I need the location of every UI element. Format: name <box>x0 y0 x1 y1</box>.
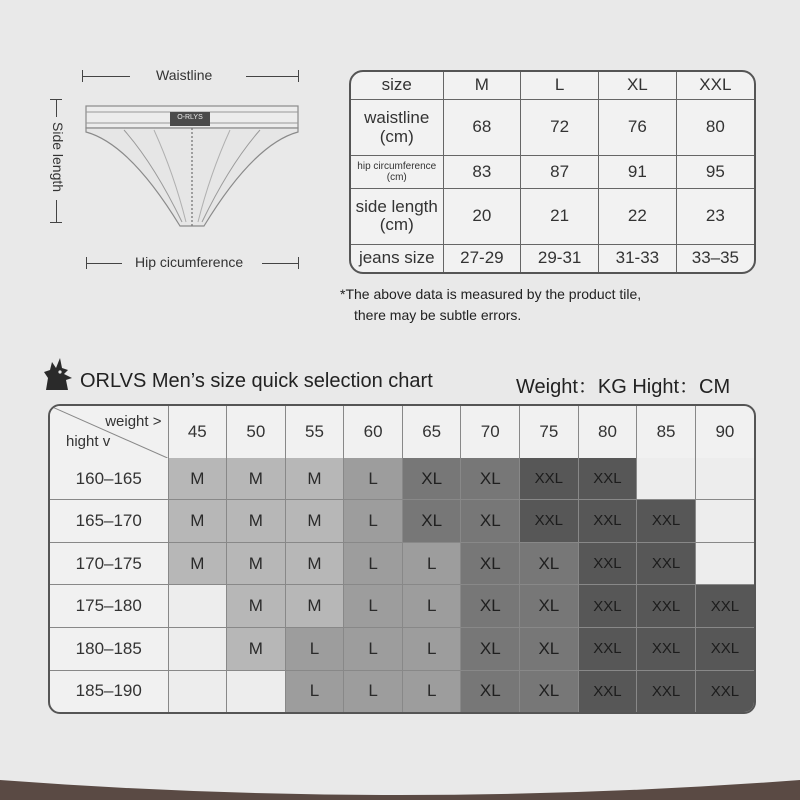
size-table-cell: M <box>443 72 521 100</box>
size-table-cell: 68 <box>443 100 521 156</box>
size-recommendation-cell: M <box>285 542 344 585</box>
size-recommendation-cell: XXL <box>637 542 696 585</box>
size-table-cell: 22 <box>599 189 677 245</box>
side-length-tick-bottom <box>50 222 62 223</box>
size-recommendation-cell <box>227 670 286 712</box>
weight-header-cell: 65 <box>402 406 461 458</box>
size-recommendation-cell: XL <box>520 670 579 712</box>
chart-units: Weight：KG Hight：CM <box>516 376 731 398</box>
hip-tick-right <box>298 257 299 269</box>
size-recommendation-cell: XXL <box>578 458 637 500</box>
brief-illustration <box>84 104 300 234</box>
size-recommendation-cell: L <box>344 458 403 500</box>
size-recommendation-cell: XXL <box>520 458 579 500</box>
hip-label: Hip cicumference <box>135 254 244 270</box>
size-table-cell: 27-29 <box>443 244 521 272</box>
size-table-row <box>351 244 754 272</box>
size-recommendation-cell: M <box>168 542 227 585</box>
height-header-cell: 175–180 <box>50 585 168 628</box>
size-recommendation-cell: XL <box>402 500 461 543</box>
size-recommendation-cell: L <box>402 628 461 671</box>
size-table-row <box>351 189 754 245</box>
size-table-row-header: jeans size <box>351 244 443 272</box>
size-recommendation-cell: XL <box>520 585 579 628</box>
size-table-cell: 83 <box>443 155 521 188</box>
size-table-cell: 20 <box>443 189 521 245</box>
size-recommendation-cell: XXL <box>637 628 696 671</box>
size-recommendation-cell: M <box>168 458 227 500</box>
size-recommendation-cell: XXL <box>637 500 696 543</box>
size-table-cell: 80 <box>676 100 754 156</box>
height-row <box>50 458 754 500</box>
size-recommendation-cell <box>168 670 227 712</box>
height-row <box>50 500 754 543</box>
hip-line-right <box>262 263 298 264</box>
hip-line-left <box>86 263 122 264</box>
size-table-cell: 91 <box>599 155 677 188</box>
size-recommendation-cell <box>168 628 227 671</box>
brand-tag-label: O-RLYS <box>177 114 203 121</box>
size-table-cell: 29-31 <box>521 244 599 272</box>
weight-header-cell: 60 <box>344 406 403 458</box>
size-recommendation-cell: M <box>285 458 344 500</box>
weight-axis-label: weight > <box>105 413 162 430</box>
size-measurement-table <box>349 70 756 274</box>
chart-title: ORLVS Men’s size quick selection chart <box>80 370 433 392</box>
weight-header-cell: 55 <box>285 406 344 458</box>
size-table-cell: L <box>521 72 599 100</box>
size-recommendation-cell: M <box>227 628 286 671</box>
size-recommendation-cell: XXL <box>578 628 637 671</box>
size-recommendation-cell: L <box>344 628 403 671</box>
size-table-row-header: size <box>351 72 443 100</box>
wolf-logo-icon <box>42 356 76 392</box>
size-recommendation-cell: M <box>285 585 344 628</box>
size-recommendation-cell: M <box>227 542 286 585</box>
size-table-cell: 21 <box>521 189 599 245</box>
size-recommendation-cell: XL <box>461 670 520 712</box>
weight-header-cell: 50 <box>227 406 286 458</box>
chart-corner-cell <box>50 406 168 458</box>
size-recommendation-cell: XXL <box>637 670 696 712</box>
side-length-label: Side length <box>50 122 66 193</box>
size-recommendation-cell: M <box>168 500 227 543</box>
size-table-row-header: hip circumference (cm) <box>351 155 443 188</box>
size-recommendation-cell <box>695 458 754 500</box>
size-recommendation-cell: XXL <box>578 585 637 628</box>
size-recommendation-cell <box>637 458 696 500</box>
size-recommendation-cell <box>695 500 754 543</box>
size-quick-chart <box>48 404 756 714</box>
size-recommendation-cell: L <box>402 670 461 712</box>
measurement-note-line1: *The above data is measured by the product tile, <box>340 286 642 302</box>
height-header-cell: 180–185 <box>50 628 168 671</box>
size-recommendation-cell: M <box>227 585 286 628</box>
side-length-line-bottom <box>56 200 57 222</box>
size-recommendation-cell: XXL <box>695 670 754 712</box>
size-recommendation-cell: XL <box>461 585 520 628</box>
weight-header-cell: 90 <box>695 406 754 458</box>
bottom-decoration <box>0 740 800 800</box>
size-recommendation-cell: L <box>285 670 344 712</box>
size-table-cell: 31-33 <box>599 244 677 272</box>
size-recommendation-cell: XXL <box>695 585 754 628</box>
size-table-cell: XXL <box>676 72 754 100</box>
size-table-row <box>351 155 754 188</box>
height-axis-label: hight v <box>66 433 111 450</box>
size-table-cell: 23 <box>676 189 754 245</box>
size-recommendation-cell: L <box>285 628 344 671</box>
height-header-cell: 170–175 <box>50 542 168 585</box>
height-header-cell: 185–190 <box>50 670 168 712</box>
size-table-row-header: side length (cm) <box>351 189 443 245</box>
size-table-cell: 33–35 <box>676 244 754 272</box>
weight-header-cell: 45 <box>168 406 227 458</box>
weight-header-cell: 85 <box>637 406 696 458</box>
size-recommendation-cell: XXL <box>637 585 696 628</box>
size-recommendation-cell: L <box>344 500 403 543</box>
size-recommendation-cell: L <box>344 670 403 712</box>
height-row <box>50 585 754 628</box>
size-table-cell: 72 <box>521 100 599 156</box>
height-row <box>50 542 754 585</box>
side-length-line-top <box>56 99 57 117</box>
height-header-cell: 165–170 <box>50 500 168 543</box>
size-recommendation-cell: M <box>227 458 286 500</box>
size-recommendation-cell: XL <box>461 458 520 500</box>
size-recommendation-cell: M <box>285 500 344 543</box>
size-recommendation-cell: XXL <box>695 628 754 671</box>
size-table-row-header: waistline (cm) <box>351 100 443 156</box>
size-recommendation-cell: L <box>344 542 403 585</box>
size-table-cell: 87 <box>521 155 599 188</box>
size-recommendation-cell: M <box>227 500 286 543</box>
measurement-note-line2: there may be subtle errors. <box>354 307 522 323</box>
size-recommendation-cell <box>695 542 754 585</box>
size-recommendation-cell <box>168 585 227 628</box>
size-table-row <box>351 72 754 100</box>
waistline-label: Waistline <box>156 67 213 83</box>
size-recommendation-cell: XL <box>461 500 520 543</box>
size-recommendation-cell: L <box>402 542 461 585</box>
weight-header-cell: 80 <box>578 406 637 458</box>
size-recommendation-cell: L <box>402 585 461 628</box>
waistline-line-right <box>246 76 298 77</box>
size-recommendation-cell: XXL <box>578 500 637 543</box>
size-recommendation-cell: XL <box>520 542 579 585</box>
size-table-cell: XL <box>599 72 677 100</box>
size-recommendation-cell: XXL <box>578 542 637 585</box>
waistline-line-left <box>82 76 130 77</box>
height-header-cell: 160–165 <box>50 458 168 500</box>
height-row <box>50 670 754 712</box>
height-row <box>50 628 754 671</box>
waistline-tick-right <box>298 70 299 82</box>
size-table-cell: 76 <box>599 100 677 156</box>
size-recommendation-cell: L <box>344 585 403 628</box>
size-recommendation-cell: XL <box>520 628 579 671</box>
weight-header-cell: 75 <box>520 406 579 458</box>
size-recommendation-cell: XL <box>402 458 461 500</box>
size-recommendation-cell: XL <box>461 628 520 671</box>
size-recommendation-cell: XXL <box>520 500 579 543</box>
size-table-row <box>351 100 754 156</box>
size-table-cell: 95 <box>676 155 754 188</box>
weight-header-cell: 70 <box>461 406 520 458</box>
size-recommendation-cell: XL <box>461 542 520 585</box>
size-recommendation-cell: XXL <box>578 670 637 712</box>
